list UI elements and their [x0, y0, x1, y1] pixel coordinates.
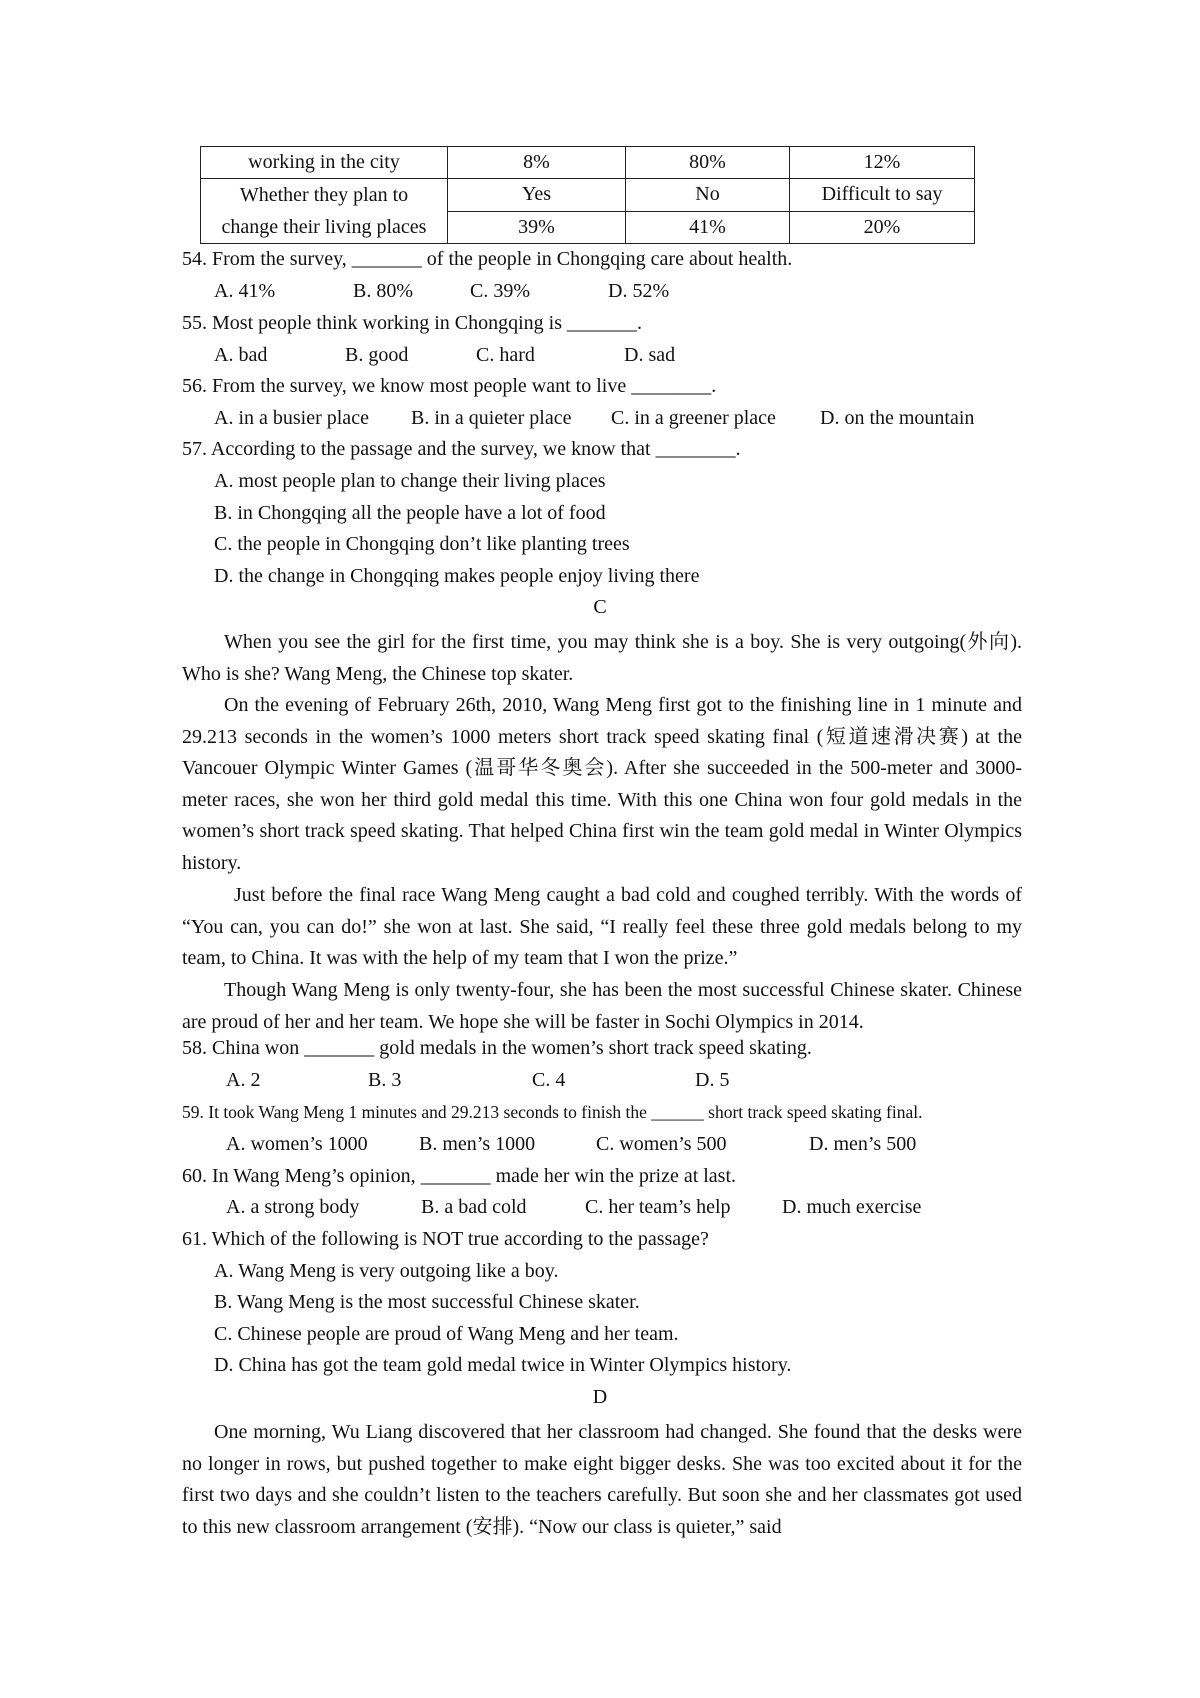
- option: D. 5: [695, 1069, 730, 1091]
- question-61: 61. Which of the following is NOT true according to the passage?: [182, 1228, 709, 1250]
- table-cell: 12%: [790, 147, 975, 179]
- option: C. Chinese people are proud of Wang Meng and her team.: [214, 1323, 679, 1345]
- option: A. a strong body: [226, 1196, 360, 1218]
- question-54: 54. From the survey, _______ of the people in Chongqing care about health.: [182, 248, 793, 270]
- question-58: 58. China won _______ gold medals in the women’s short track speed skating.: [182, 1037, 812, 1059]
- table-row: [201, 179, 975, 212]
- table-cell: No: [626, 179, 790, 212]
- option: C. 39%: [470, 280, 530, 302]
- option: A. women’s 1000: [226, 1133, 368, 1155]
- table-row: [201, 147, 975, 179]
- option: B. in a quieter place: [411, 407, 572, 429]
- paragraph: Just before the final race Wang Meng caught a bad cold and coughed terribly. With the words of “You can, you can do!” she won at last. She said, “I really feel these three gold medals belong to my team, to China. It was with the help of my team that I won the prize.”: [182, 884, 1022, 970]
- table-cell: 39%: [448, 211, 626, 244]
- option: B. a bad cold: [421, 1196, 527, 1218]
- option: D. sad: [624, 344, 676, 366]
- section-heading: D: [592, 1386, 608, 1408]
- table-cell: Difficult to say: [790, 179, 975, 212]
- option: B. in Chongqing all the people have a lot of food: [214, 502, 606, 524]
- option: D. much exercise: [782, 1196, 922, 1218]
- question-60: 60. In Wang Meng’s opinion, _______ made her win the prize at last.: [182, 1165, 737, 1187]
- option: C. the people in Chongqing don’t like planting trees: [214, 533, 630, 555]
- label-line: Whether they plan to: [239, 184, 409, 206]
- section-heading: C: [593, 596, 607, 618]
- option: A. 41%: [214, 280, 276, 302]
- option: D. the change in Chongqing makes people enjoy living there: [214, 565, 700, 587]
- table-cell: working in the city: [201, 147, 448, 179]
- table-row-label: [201, 179, 448, 244]
- option: C. 4: [532, 1069, 566, 1091]
- paragraph: Though Wang Meng is only twenty-four, she has been the most successful Chinese skater. Chinese are proud of her and her team. We hope she will be faster in Sochi Olympics in 2014.: [182, 979, 1022, 1033]
- question-59: 59. It took Wang Meng 1 minutes and 29.213 seconds to finish the ______ short track speed skating final.: [182, 1102, 923, 1122]
- paragraph: When you see the girl for the first time, you may think she is a boy. She is very outgoing(外向). Who is she? Wang Meng, the Chinese top skater.: [182, 631, 1022, 685]
- option: C. her team’s help: [585, 1196, 731, 1218]
- option: B. 80%: [353, 280, 413, 302]
- option: D. 52%: [608, 280, 670, 302]
- paragraph: On the evening of February 26th, 2010, Wang Meng first got to the finishing line in 1 minute and 29.213 seconds in the women’s 1000 meters short track speed skating final (短道速滑决赛) at the Vancouer Olympic Winter Games (温哥华冬奥会). After she succeeded in the 500-meter and 3000-meter races, she won her third gold medal this time. With this one China won four gold medals in the women’s short track speed skating. That helped China first win the team gold medal in Winter Olympics history.: [182, 694, 1022, 874]
- option: A. most people plan to change their living places: [214, 470, 606, 492]
- table-cell: Yes: [448, 179, 626, 212]
- option: B. men’s 1000: [419, 1133, 536, 1155]
- option: A. bad: [214, 344, 268, 366]
- survey-table: [200, 146, 975, 244]
- option: A. in a busier place: [214, 407, 369, 429]
- option: D. China has got the team gold medal twice in Winter Olympics history.: [214, 1354, 792, 1376]
- option: D. on the mountain: [820, 407, 975, 429]
- label-line: change their living places: [221, 216, 427, 238]
- option: D. men’s 500: [809, 1133, 917, 1155]
- option: B. Wang Meng is the most successful Chinese skater.: [214, 1291, 640, 1313]
- question-57: 57. According to the passage and the survey, we know that ________.: [182, 438, 741, 460]
- table-cell: 20%: [790, 211, 975, 244]
- option: C. women’s 500: [596, 1133, 727, 1155]
- question-55: 55. Most people think working in Chongqing is _______.: [182, 312, 642, 334]
- option: B. 3: [368, 1069, 402, 1091]
- option: B. good: [345, 344, 409, 366]
- option: C. hard: [476, 344, 535, 366]
- table-cell: 80%: [626, 147, 790, 179]
- paragraph: One morning, Wu Liang discovered that her classroom had changed. She found that the desks were no longer in rows, but pushed together to make eight bigger desks. She was too excited about it for the first two days and she couldn’t listen to the teachers carefully. But soon she and her classmates got used to this new classroom arrangement (安排). “Now our class is quieter,” said: [182, 1421, 1022, 1538]
- question-56: 56. From the survey, we know most people want to live ________.: [182, 375, 717, 397]
- table-cell: 41%: [626, 211, 790, 244]
- option: A. 2: [226, 1069, 261, 1091]
- table-cell: 8%: [448, 147, 626, 179]
- option: C. in a greener place: [611, 407, 776, 429]
- option: A. Wang Meng is very outgoing like a boy.: [214, 1260, 559, 1282]
